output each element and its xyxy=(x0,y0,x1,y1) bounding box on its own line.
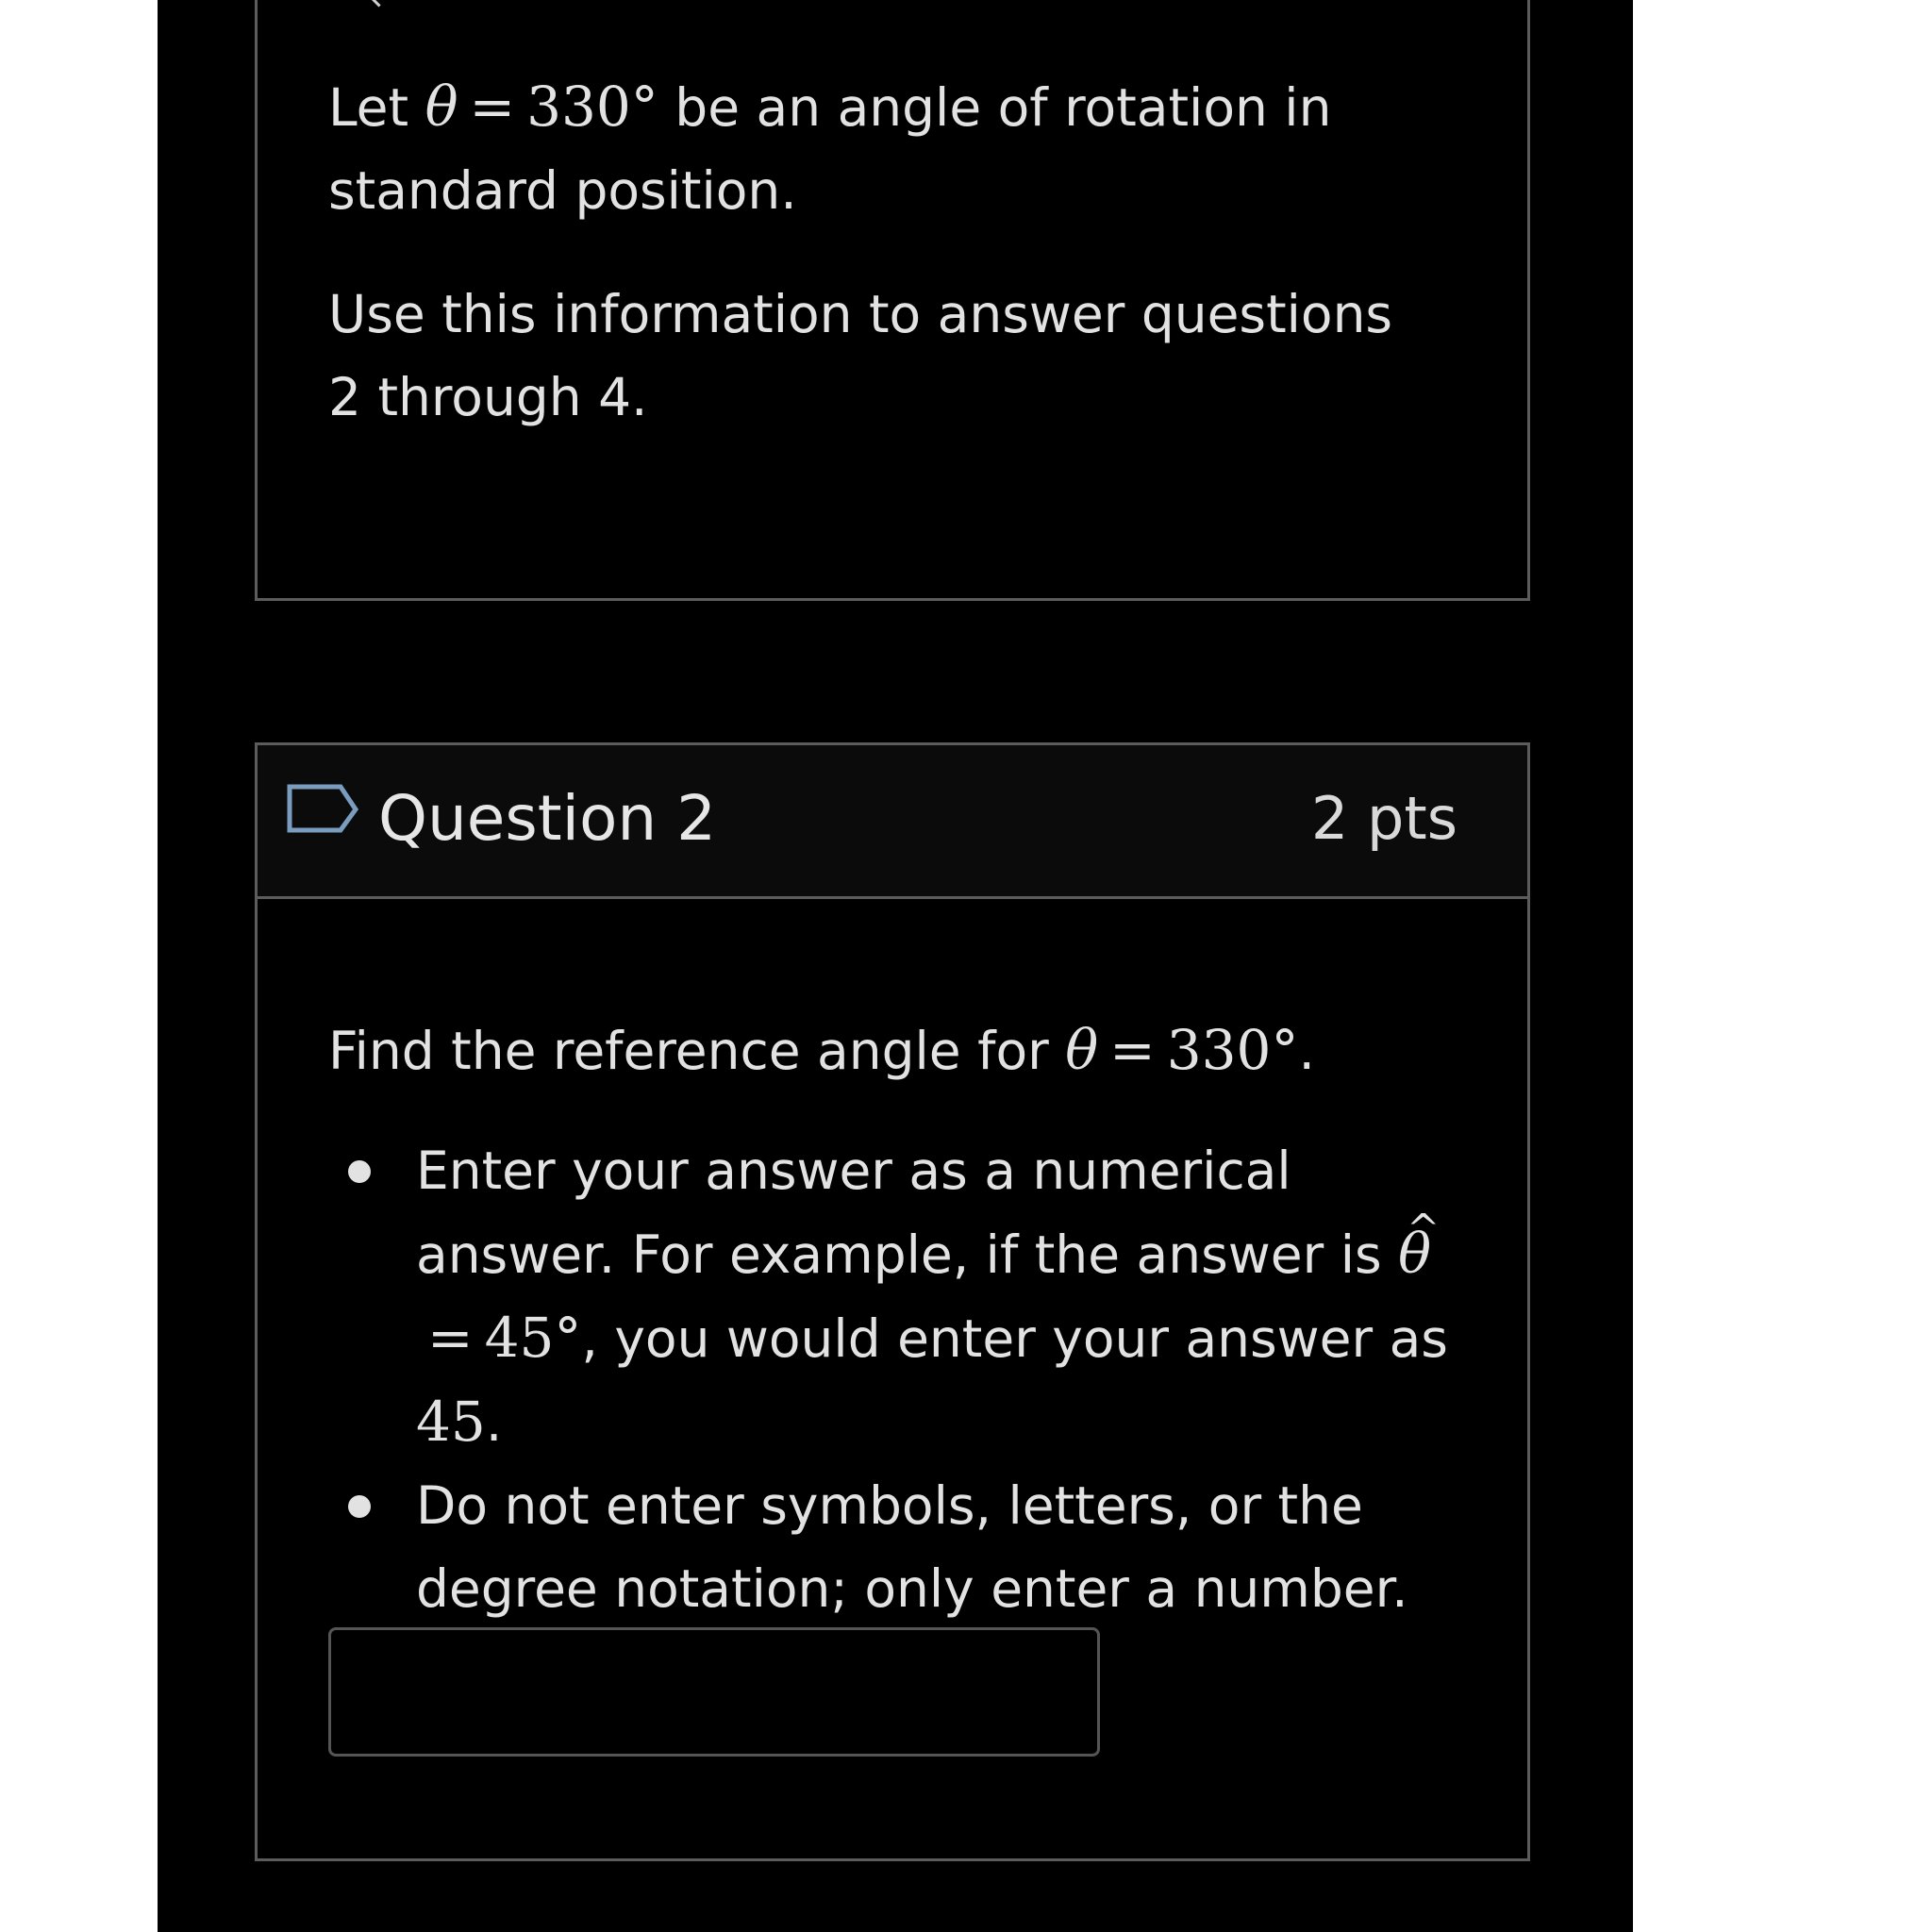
prompt-equals: = xyxy=(1109,1018,1156,1082)
angle-value: 330° xyxy=(526,75,658,139)
intro-tail: be an angle of rotation in standard position. xyxy=(328,77,1332,221)
chevron-icon xyxy=(367,0,390,8)
bullet-1-end: . xyxy=(485,1392,503,1453)
question-prompt xyxy=(328,1008,1404,1092)
question-card xyxy=(255,742,1530,1861)
question-title: Question 2 xyxy=(378,782,717,855)
bullet-1-part1: Enter your answer as a numerical answer. For example, if the answer is xyxy=(416,1141,1399,1285)
theta-angle-expression xyxy=(425,75,658,139)
quiz-screen xyxy=(158,0,1633,1932)
theta-hat-symbol: ^ θ xyxy=(1398,1212,1431,1295)
list-item xyxy=(328,1464,1460,1630)
prompt-end: . xyxy=(1298,1021,1315,1081)
prompt-value: 330° xyxy=(1166,1018,1299,1082)
list-item xyxy=(328,1129,1460,1464)
bullet-icon xyxy=(348,1495,371,1518)
info-card xyxy=(255,0,1530,601)
equals-sign: = xyxy=(469,75,516,139)
question-header xyxy=(258,745,1527,899)
instruction-list xyxy=(328,1129,1460,1630)
prompt-theta: θ xyxy=(1065,1018,1099,1082)
instruction-text: Use this information to answer questions 2 through 4. xyxy=(328,284,1393,427)
prompt-expression xyxy=(1065,1018,1298,1082)
bullet-icon xyxy=(348,1160,371,1183)
theta-symbol: θ xyxy=(425,75,458,139)
answer-input[interactable] xyxy=(328,1627,1100,1757)
example-value: 45° xyxy=(484,1306,582,1370)
bullet-2-text: Do not enter symbols, letters, or the degree notation; only enter a number. xyxy=(416,1475,1408,1619)
intro-text xyxy=(328,65,1404,232)
example-answer: 45 xyxy=(416,1390,486,1454)
question-points: 2 pts xyxy=(1310,784,1457,853)
example-equals: = xyxy=(427,1306,474,1370)
flag-question-icon[interactable] xyxy=(286,781,361,847)
intro-lead: Let xyxy=(328,77,425,138)
prompt-lead: Find the reference angle for xyxy=(328,1021,1066,1081)
bullet-1-part2: , you would enter your answer as xyxy=(581,1308,1448,1369)
